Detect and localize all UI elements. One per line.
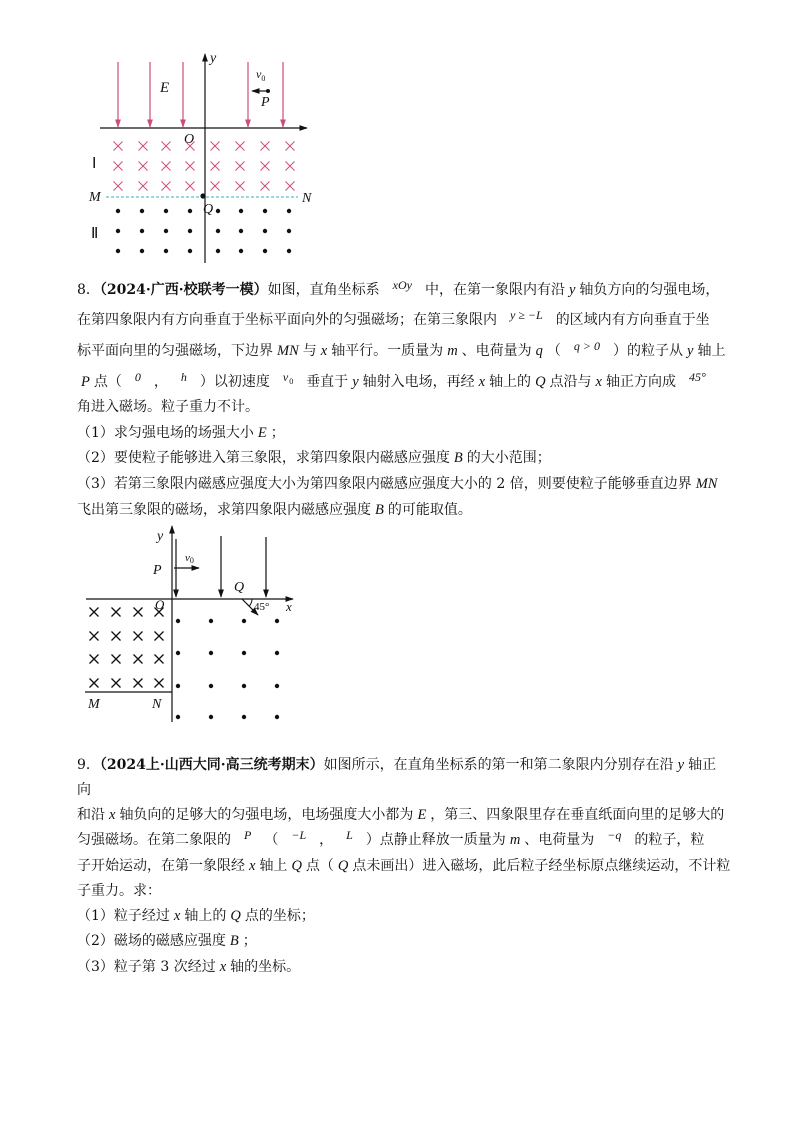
math-variable: y <box>568 282 576 298</box>
math-variable: MN <box>695 476 718 492</box>
velocity-subscript: 0 <box>289 377 294 386</box>
math-variable: x <box>219 959 227 975</box>
text-run: 轴负向的足够大的匀强电场，电场强度大小都为 <box>119 807 414 823</box>
text-run: 轴负方向的匀强电场， <box>579 282 720 298</box>
question-source: （2024上·山西大同·高三统考期末） <box>99 757 324 773</box>
field-into-page-mark <box>261 162 270 171</box>
velocity-symbol: v <box>282 370 289 384</box>
text-run: ）的粒子从 <box>613 343 684 359</box>
math-formula: L <box>346 828 353 842</box>
math-formula: −q <box>607 828 622 842</box>
text-run: （1）求匀强电场的场强大小 <box>77 425 254 441</box>
field-out-of-page-mark <box>275 651 279 655</box>
field-into-page-mark <box>134 679 143 688</box>
angle-label: 45° <box>254 601 270 613</box>
field-into-page-mark <box>90 679 99 688</box>
text-run: 轴射入电场，再经 <box>362 374 475 390</box>
field-out-of-page-mark <box>287 209 291 213</box>
field-out-of-page-mark <box>216 229 220 233</box>
text-run: 点（ <box>305 858 334 874</box>
text-run: ）以初速度 <box>199 374 270 390</box>
field-into-page-mark <box>139 182 148 191</box>
math-variable: Q <box>337 858 349 874</box>
math-formula: P <box>244 828 252 842</box>
angle-arc <box>249 599 252 606</box>
problem-8-line-1 <box>77 280 719 300</box>
field-into-page-mark <box>112 608 121 617</box>
math-variable: x <box>320 343 328 359</box>
text-run: ； <box>270 425 285 441</box>
field-into-page-mark <box>286 182 295 191</box>
math-formula: q > 0 <box>573 339 601 353</box>
text-run: 与 <box>302 343 317 359</box>
initial-velocity-label <box>185 552 194 565</box>
field-out-of-page-mark <box>242 619 246 623</box>
field-out-of-page-mark <box>242 651 246 655</box>
math-variable: y <box>677 757 685 773</box>
text-run: （ <box>546 343 561 359</box>
y-axis-label: y <box>157 529 164 544</box>
text-run: ， <box>153 374 168 390</box>
region-i-label: Ⅰ <box>92 156 97 172</box>
text-run: （3）若第三象限内磁感应强度大小为第四象限内磁感应强度大小的 2 倍，则要使粒子能够垂直边界 <box>77 476 692 492</box>
problem-9-line-4 <box>77 830 704 850</box>
field-into-page-mark <box>155 655 164 664</box>
velocity-subscript: 0 <box>261 74 266 83</box>
field-out-of-page-mark <box>140 249 144 253</box>
initial-velocity-label <box>256 67 265 83</box>
field-out-of-page-mark <box>275 619 279 623</box>
math-formula: −L <box>291 828 307 842</box>
math-variable: Q <box>291 858 302 874</box>
field-out-of-page-mark <box>239 249 243 253</box>
field-into-page-mark <box>236 142 245 151</box>
text-run: 点（ <box>93 374 122 390</box>
field-into-page-mark <box>186 162 195 171</box>
field-into-page-mark <box>155 632 164 641</box>
math-variable: Q <box>230 908 241 924</box>
field-out-of-page-mark <box>116 229 120 233</box>
math-formula: h <box>180 370 187 384</box>
field-into-page-mark <box>139 162 148 171</box>
field-into-page-mark <box>112 679 121 688</box>
x-axis-label: x <box>286 599 292 614</box>
math-variable: x <box>249 858 256 874</box>
field-out-of-page-mark <box>176 619 180 623</box>
figure-1-field-diagram <box>85 45 320 267</box>
field-out-of-page-mark <box>263 229 267 233</box>
text-run: 轴平行。一质量为 <box>331 343 444 359</box>
field-into-page-mark <box>236 182 245 191</box>
math-variable: x <box>478 374 486 390</box>
text-run: 在第四象限内有方向垂直于坐标平面向外的匀强磁场；在第三象限内 <box>77 312 497 328</box>
field-into-page-mark <box>162 142 171 151</box>
field-out-of-page-mark <box>242 684 246 688</box>
field-into-page-mark <box>186 182 195 191</box>
text-run: 的区域内有方向垂直于坐 <box>555 312 710 328</box>
field-into-page-mark <box>162 182 171 191</box>
text-run: 的可能取值。 <box>387 502 472 518</box>
math-variable: B <box>229 933 239 949</box>
origin-label: O <box>155 597 165 612</box>
magnetic-field-third-quadrant <box>90 608 164 688</box>
text-run: （3）粒子第 3 次经过 <box>77 959 216 975</box>
problem-8-line-2 <box>77 310 710 330</box>
math-variable: q <box>535 343 543 359</box>
math-variable: B <box>375 502 384 518</box>
text-run: 点未画出）进入磁场，此后粒子经坐标原点继续运动，不计粒 <box>352 858 731 874</box>
math-variable: m <box>509 832 521 848</box>
problem-9-line-2 <box>77 780 91 800</box>
text-run: 向 <box>77 782 91 798</box>
text-run: 匀强磁场。在第二象限的 <box>77 832 231 848</box>
text-run: 轴上的 <box>184 908 227 924</box>
text-run: 中，在第一象限内有沿 <box>424 282 565 298</box>
field-out-of-page-mark <box>164 209 168 213</box>
text-run: ，第三、四象限里存在垂直纸面向里的足够大的 <box>430 807 725 823</box>
field-into-page-mark <box>155 679 164 688</box>
origin-label: O <box>184 132 195 147</box>
math-variable: x <box>173 908 181 924</box>
math-variable: B <box>453 450 463 466</box>
text-run: 如图所示，在直角坐标系的第一和第二象限内分别存在沿 <box>323 757 674 773</box>
problem-9-subquestion-3 <box>77 957 300 977</box>
problem-8-line-3 <box>77 341 725 361</box>
region-ii-label: Ⅱ <box>91 226 99 242</box>
field-into-page-mark <box>211 142 220 151</box>
point-q-label: Q <box>203 202 214 217</box>
field-out-of-page-mark <box>164 229 168 233</box>
field-out-of-page-mark <box>209 684 213 688</box>
math-variable: E <box>257 425 267 441</box>
field-out-of-page-mark <box>176 651 180 655</box>
field-out-of-page-mark <box>275 715 279 719</box>
field-out-of-page-mark <box>209 715 213 719</box>
field-out-of-page-mark <box>209 651 213 655</box>
problem-9-line-6 <box>77 881 161 901</box>
text-run: 飞出第三象限的磁场，求第四象限内磁感应强度 <box>77 502 371 518</box>
field-out-of-page-mark <box>275 684 279 688</box>
math-variable: MN <box>277 343 299 359</box>
field-into-page-mark <box>261 182 270 191</box>
point-m-label: M <box>89 190 101 205</box>
text-run: 的大小范围； <box>466 450 551 466</box>
text-run: 轴正 <box>688 757 717 773</box>
field-out-of-page-mark <box>116 249 120 253</box>
field-out-of-page-mark <box>188 209 192 213</box>
problem-9-line-5 <box>77 856 730 876</box>
math-variable: x <box>595 374 602 390</box>
text-run: 轴上的 <box>489 374 532 390</box>
problem-8-line-4 <box>77 372 719 392</box>
math-variable: E <box>417 807 427 823</box>
field-out-of-page-mark <box>116 209 120 213</box>
problem-8-subquestion-3-continued <box>77 500 472 520</box>
question-source: （2024·广西·校联考一模） <box>99 282 268 298</box>
electric-field-label: E <box>160 80 170 96</box>
text-run: 轴的坐标。 <box>230 959 301 975</box>
field-into-page-mark <box>90 608 99 617</box>
field-into-page-mark <box>139 142 148 151</box>
problem-9-subquestion-2 <box>77 931 257 951</box>
velocity-symbol: v <box>256 67 262 81</box>
problem-9-subquestion-1 <box>77 906 315 926</box>
field-out-of-page-mark <box>209 619 213 623</box>
text-run: 和沿 <box>77 807 105 823</box>
text-run: （2）磁场的磁感应强度 <box>77 933 226 949</box>
field-out-of-page-mark <box>242 715 246 719</box>
field-into-page-mark <box>114 162 123 171</box>
text-run: 、电荷量为 <box>524 832 595 848</box>
field-out-of-page-mark <box>188 249 192 253</box>
text-run: 轴上 <box>259 858 288 874</box>
problem-8-subquestion-2 <box>77 448 551 468</box>
text-run: 轴上 <box>697 343 726 359</box>
field-out-of-page-mark <box>263 249 267 253</box>
text-run: ； <box>242 933 257 949</box>
point-n-label: N <box>302 191 312 206</box>
field-out-of-page-mark <box>216 209 220 213</box>
field-into-page-mark <box>112 655 121 664</box>
field-out-of-page-mark <box>176 715 180 719</box>
field-out-of-page-mark <box>176 684 180 688</box>
math-variable: m <box>447 343 458 359</box>
point-p-label: P <box>261 95 270 110</box>
problem-9-line-3 <box>77 805 724 825</box>
text-run: 点的坐标； <box>244 908 315 924</box>
field-into-page-mark <box>286 142 295 151</box>
math-formula: 45° <box>688 370 706 384</box>
field-out-of-page-mark <box>140 209 144 213</box>
field-into-page-mark <box>134 632 143 641</box>
text-run: 角进入磁场。粒子重力不计。 <box>77 399 259 415</box>
problem-8-subquestion-3 <box>77 474 721 494</box>
question-number: 8． <box>77 282 100 298</box>
text-run: ， <box>319 832 334 848</box>
field-into-page-mark <box>211 162 220 171</box>
problem-8-subquestion-1 <box>77 423 285 443</box>
text-run: 子重力。求： <box>77 883 161 899</box>
text-run: （1）粒子经过 <box>77 908 170 924</box>
question-number: 9． <box>77 757 100 773</box>
magnetic-field-region-i <box>114 142 295 191</box>
math-variable: y <box>687 343 694 359</box>
text-run: （ <box>264 832 279 848</box>
velocity-subscript: 0 <box>189 556 194 565</box>
field-out-of-page-mark <box>263 209 267 213</box>
math-variable: y <box>352 374 359 390</box>
text-run: 的粒子，粒 <box>634 832 705 848</box>
field-into-page-mark <box>134 655 143 664</box>
text-run: 轴正方向成 <box>605 374 676 390</box>
math-formula: xOy <box>392 278 412 292</box>
magnetic-field-fourth-quadrant <box>176 619 279 719</box>
field-out-of-page-mark <box>140 229 144 233</box>
text-run: 子开始运动，在第一象限经 <box>77 858 245 874</box>
field-out-of-page-mark <box>287 229 291 233</box>
field-into-page-mark <box>162 162 171 171</box>
field-into-page-mark <box>134 608 143 617</box>
problem-8-line-5 <box>77 397 259 417</box>
point-q-marker <box>200 193 205 198</box>
field-into-page-mark <box>211 182 220 191</box>
field-out-of-page-mark <box>239 209 243 213</box>
math-formula-initial-velocity <box>283 367 293 389</box>
field-into-page-mark <box>90 655 99 664</box>
field-out-of-page-mark <box>287 249 291 253</box>
text-run: ）点静止释放一质量为 <box>365 832 506 848</box>
text-run: 、电荷量为 <box>461 343 532 359</box>
point-p-label: P <box>153 563 162 578</box>
field-out-of-page-mark <box>216 249 220 253</box>
text-run: （2）要使粒子能够进入第三象限，求第四象限内磁感应强度 <box>77 450 450 466</box>
field-into-page-mark <box>286 162 295 171</box>
field-into-page-mark <box>261 142 270 151</box>
point-n-label: N <box>152 697 162 712</box>
math-variable: P <box>81 374 90 390</box>
field-out-of-page-mark <box>188 229 192 233</box>
math-variable: Q <box>535 374 546 390</box>
velocity-symbol: v <box>185 552 190 564</box>
field-into-page-mark <box>236 162 245 171</box>
text-run: 如图，直角坐标系 <box>267 282 380 298</box>
field-out-of-page-mark <box>239 229 243 233</box>
field-into-page-mark <box>90 632 99 641</box>
y-axis-label: y <box>210 51 217 66</box>
text-run: 标平面向里的匀强磁场，下边界 <box>77 343 273 359</box>
problem-9-line-1 <box>77 755 716 775</box>
field-into-page-mark <box>112 632 121 641</box>
text-run: 点沿与 <box>549 374 592 390</box>
field-out-of-page-mark <box>164 249 168 253</box>
figure-2-field-diagram <box>80 520 305 728</box>
math-variable: x <box>109 807 116 823</box>
text-run: 垂直于 <box>306 374 349 390</box>
math-formula: y ≥ −L <box>510 308 543 322</box>
point-m-label: M <box>88 697 100 712</box>
math-formula: 0 <box>134 370 141 384</box>
field-into-page-mark <box>114 142 123 151</box>
point-q-label: Q <box>234 580 245 595</box>
field-into-page-mark <box>114 182 123 191</box>
